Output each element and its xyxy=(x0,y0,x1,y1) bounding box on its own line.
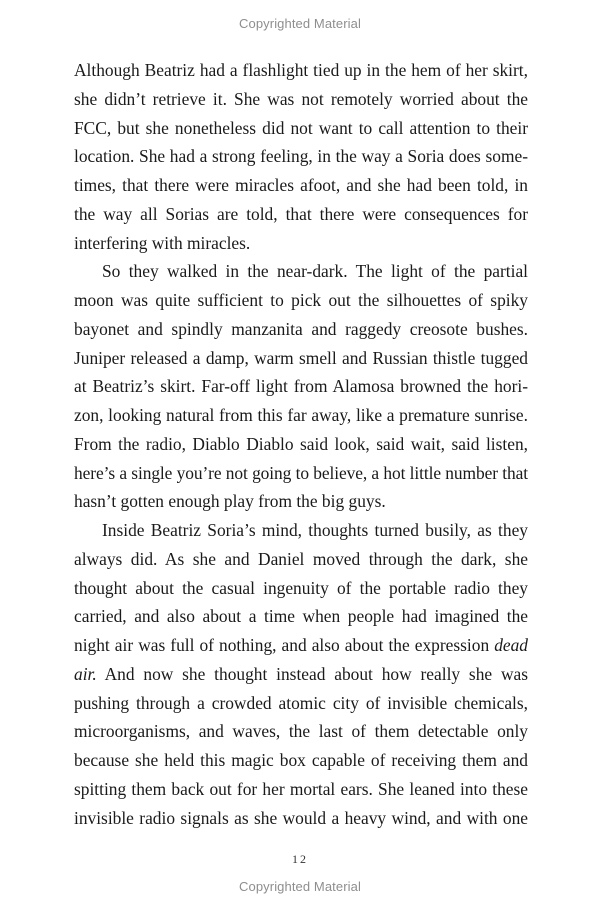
text-line: air. And now she thought instead about how really she was xyxy=(74,663,528,684)
text-line: carried, and also about a time when people had imagined the xyxy=(74,606,528,627)
copyright-watermark-bottom: Copyrighted Material xyxy=(239,879,361,894)
text-line: bayonet and spindly manzanita and raggedy creosote bushes. xyxy=(74,318,528,339)
text-line: at Beatriz’s skirt. Far-off light from Alamosa browned the hori- xyxy=(74,376,528,397)
text-line: From the radio, Diablo Diablo said look, said wait, said listen, xyxy=(74,433,528,454)
text-line: she didn’t retrieve it. She was not remotely worried about the xyxy=(74,88,528,109)
text-line: So they walked in the near-dark. The light of the partial xyxy=(102,261,528,282)
text-line: times, that there were miracles afoot, and she had been told, in xyxy=(74,175,528,195)
text-line: the way all Sorias are told, that there were consequences for xyxy=(74,203,528,224)
text-line: thought about the casual ingenuity of the portable radio they xyxy=(74,577,528,598)
text-line: pushing through a crowded atomic city of invisible chemicals, xyxy=(74,692,528,713)
text-line: microorganisms, and waves, the last of them detectable only xyxy=(74,721,528,742)
text-line: here’s a single you’re not going to believe, a hot little number that xyxy=(74,462,528,483)
text-line: invisible radio signals as she would a heavy wind, and with one xyxy=(74,807,528,828)
text-line: Inside Beatriz Soria’s mind, thoughts turned busily, as they xyxy=(102,520,528,540)
text-line: FCC, but she nonetheless did not want to call attention to their xyxy=(74,117,528,138)
paragraph-1 xyxy=(74,56,528,257)
text-line: always did. As she and Daniel moved through the dark, she xyxy=(74,548,528,569)
text-line: Juniper released a damp, warm smell and Russian thistle tugged xyxy=(74,347,528,368)
text-line: location. She had a strong feeling, in the way a Soria does some- xyxy=(74,146,528,167)
text-line: interfering with miracles. xyxy=(74,232,251,253)
text-line: hasn’t gotten enough play from the big guys. xyxy=(74,491,386,512)
copyright-watermark-top: Copyrighted Material xyxy=(239,16,361,31)
text-line: because she held this magic box capable of receiving them and xyxy=(74,750,528,770)
paragraph-2 xyxy=(74,257,528,516)
text-line: Although Beatriz had a flashlight tied up in the hem of her skirt, xyxy=(74,60,528,80)
text-line: spitting them back out for her mortal ears. She leaned into these xyxy=(74,778,528,799)
text-line: moon was quite sufficient to pick out the silhouettes of spiky xyxy=(74,290,528,310)
book-page-body xyxy=(74,56,528,832)
text-line: night air was full of nothing, and also about the expression dead xyxy=(74,635,528,655)
text-line: zon, looking natural from this far away, like a premature sunrise. xyxy=(74,405,528,425)
paragraph-3 xyxy=(74,516,528,832)
page-number: 12 xyxy=(292,852,308,866)
